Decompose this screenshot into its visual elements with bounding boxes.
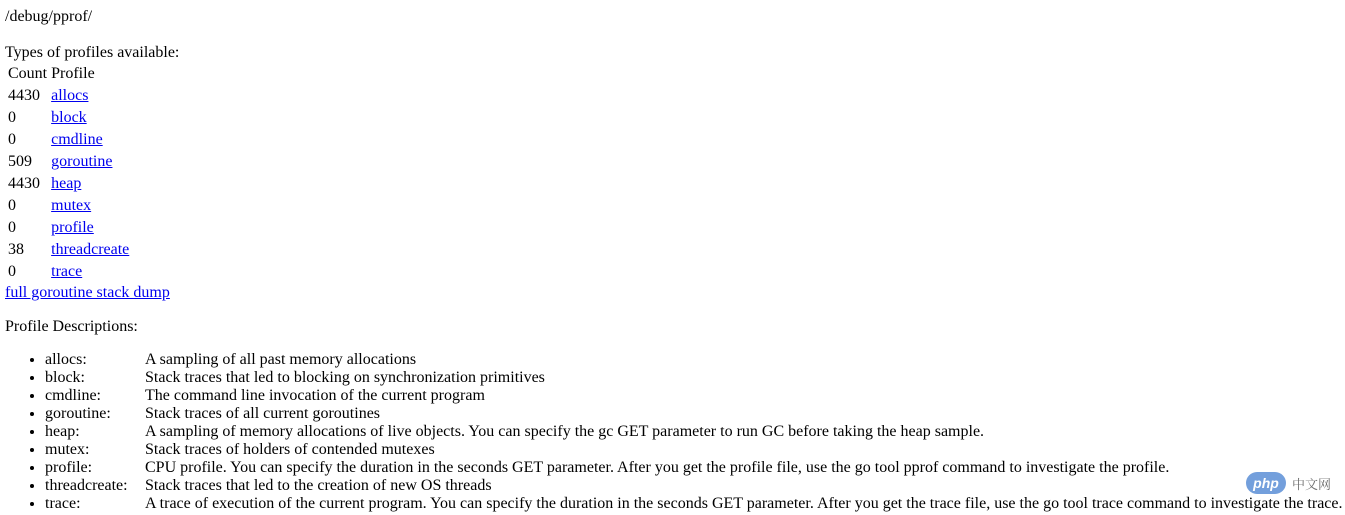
profile-cell xyxy=(50,174,130,194)
profiles-table-body xyxy=(7,86,130,282)
profile-link-allocs[interactable]: allocs xyxy=(51,87,89,104)
full-goroutine-dump-link[interactable]: full goroutine stack dump xyxy=(5,284,170,301)
profile-link-heap[interactable]: heap xyxy=(51,175,82,192)
table-row xyxy=(7,218,130,238)
profiles-table xyxy=(5,62,132,284)
table-row xyxy=(7,174,130,194)
descriptions-heading: Profile Descriptions: xyxy=(5,318,138,335)
profile-count: 0 xyxy=(8,219,16,236)
profile-count: 0 xyxy=(8,263,16,280)
profile-cell xyxy=(50,152,130,172)
watermark-text: 中文网 xyxy=(1292,477,1332,493)
list-item xyxy=(45,477,1343,495)
profile-count: 38 xyxy=(8,241,24,258)
table-row xyxy=(7,86,130,106)
description-text: CPU profile. You can specify the duration in the seconds GET parameter. After you get the profile file, use the go tool pprof command to investigate the profile. xyxy=(145,459,1170,476)
profile-link-profile[interactable]: profile xyxy=(51,219,94,236)
profile-cell xyxy=(50,262,130,282)
description-text: A sampling of all past memory allocations xyxy=(145,351,417,368)
profile-link-block[interactable]: block xyxy=(51,109,87,126)
profile-count: 0 xyxy=(8,131,16,148)
description-name: cmdline: xyxy=(45,387,101,404)
profile-cell xyxy=(50,218,130,238)
list-item xyxy=(45,423,1343,441)
description-name: trace: xyxy=(45,495,81,512)
description-name: profile: xyxy=(45,459,93,476)
profile-link-cmdline[interactable]: cmdline xyxy=(51,131,103,148)
description-name: heap: xyxy=(45,423,80,440)
description-text: The command line invocation of the current program xyxy=(145,387,485,404)
profile-link-threadcreate[interactable]: threadcreate xyxy=(51,241,130,258)
profile-count: 4430 xyxy=(8,87,40,104)
description-name: mutex: xyxy=(45,441,90,458)
profile-link-goroutine[interactable]: goroutine xyxy=(51,153,113,170)
table-row xyxy=(7,130,130,150)
list-item xyxy=(45,495,1343,513)
table-row xyxy=(7,240,130,260)
watermark xyxy=(1246,472,1331,494)
list-item xyxy=(45,387,1343,405)
description-name: threadcreate: xyxy=(45,477,128,494)
description-text: Stack traces that led to the creation of new OS threads xyxy=(145,477,492,494)
description-name: goroutine: xyxy=(45,405,111,422)
profile-cell xyxy=(50,240,130,260)
description-text: Stack traces of holders of contended mutexes xyxy=(145,441,435,458)
descriptions-list xyxy=(5,351,1343,513)
profile-cell xyxy=(50,130,130,150)
profile-header: Profile xyxy=(51,65,95,82)
count-header: Count xyxy=(8,65,48,82)
description-text: Stack traces that led to blocking on synchronization primitives xyxy=(145,369,545,386)
profile-link-trace[interactable]: trace xyxy=(51,263,83,280)
profile-count: 0 xyxy=(8,197,16,214)
list-item xyxy=(45,351,1343,369)
list-item xyxy=(45,369,1343,387)
php-logo-icon: php xyxy=(1246,472,1286,494)
description-text: Stack traces of all current goroutines xyxy=(145,405,381,422)
table-row xyxy=(7,196,130,216)
description-name: block: xyxy=(45,369,85,386)
description-text: A trace of execution of the current program. You can specify the duration in the seconds GET parameter. After you get the trace file, use the go tool trace command to investigate the trace. xyxy=(145,495,1343,512)
profile-count: 4430 xyxy=(8,175,40,192)
profile-cell xyxy=(50,86,130,106)
table-header-row xyxy=(7,64,130,84)
description-text: A sampling of memory allocations of live objects. You can specify the gc GET parameter to run GC before taking the heap sample. xyxy=(145,423,985,440)
page-path: /debug/pprof/ xyxy=(5,8,93,25)
profile-count: 509 xyxy=(8,153,32,170)
list-item xyxy=(45,459,1343,477)
list-item xyxy=(45,405,1343,423)
table-row xyxy=(7,262,130,282)
table-row xyxy=(7,152,130,172)
list-item xyxy=(45,441,1343,459)
profile-link-mutex[interactable]: mutex xyxy=(51,197,92,214)
profile-cell xyxy=(50,108,130,128)
profile-count: 0 xyxy=(8,109,16,126)
profile-cell xyxy=(50,196,130,216)
types-heading: Types of profiles available: xyxy=(5,44,180,61)
table-row xyxy=(7,108,130,128)
description-name: allocs: xyxy=(45,351,87,368)
